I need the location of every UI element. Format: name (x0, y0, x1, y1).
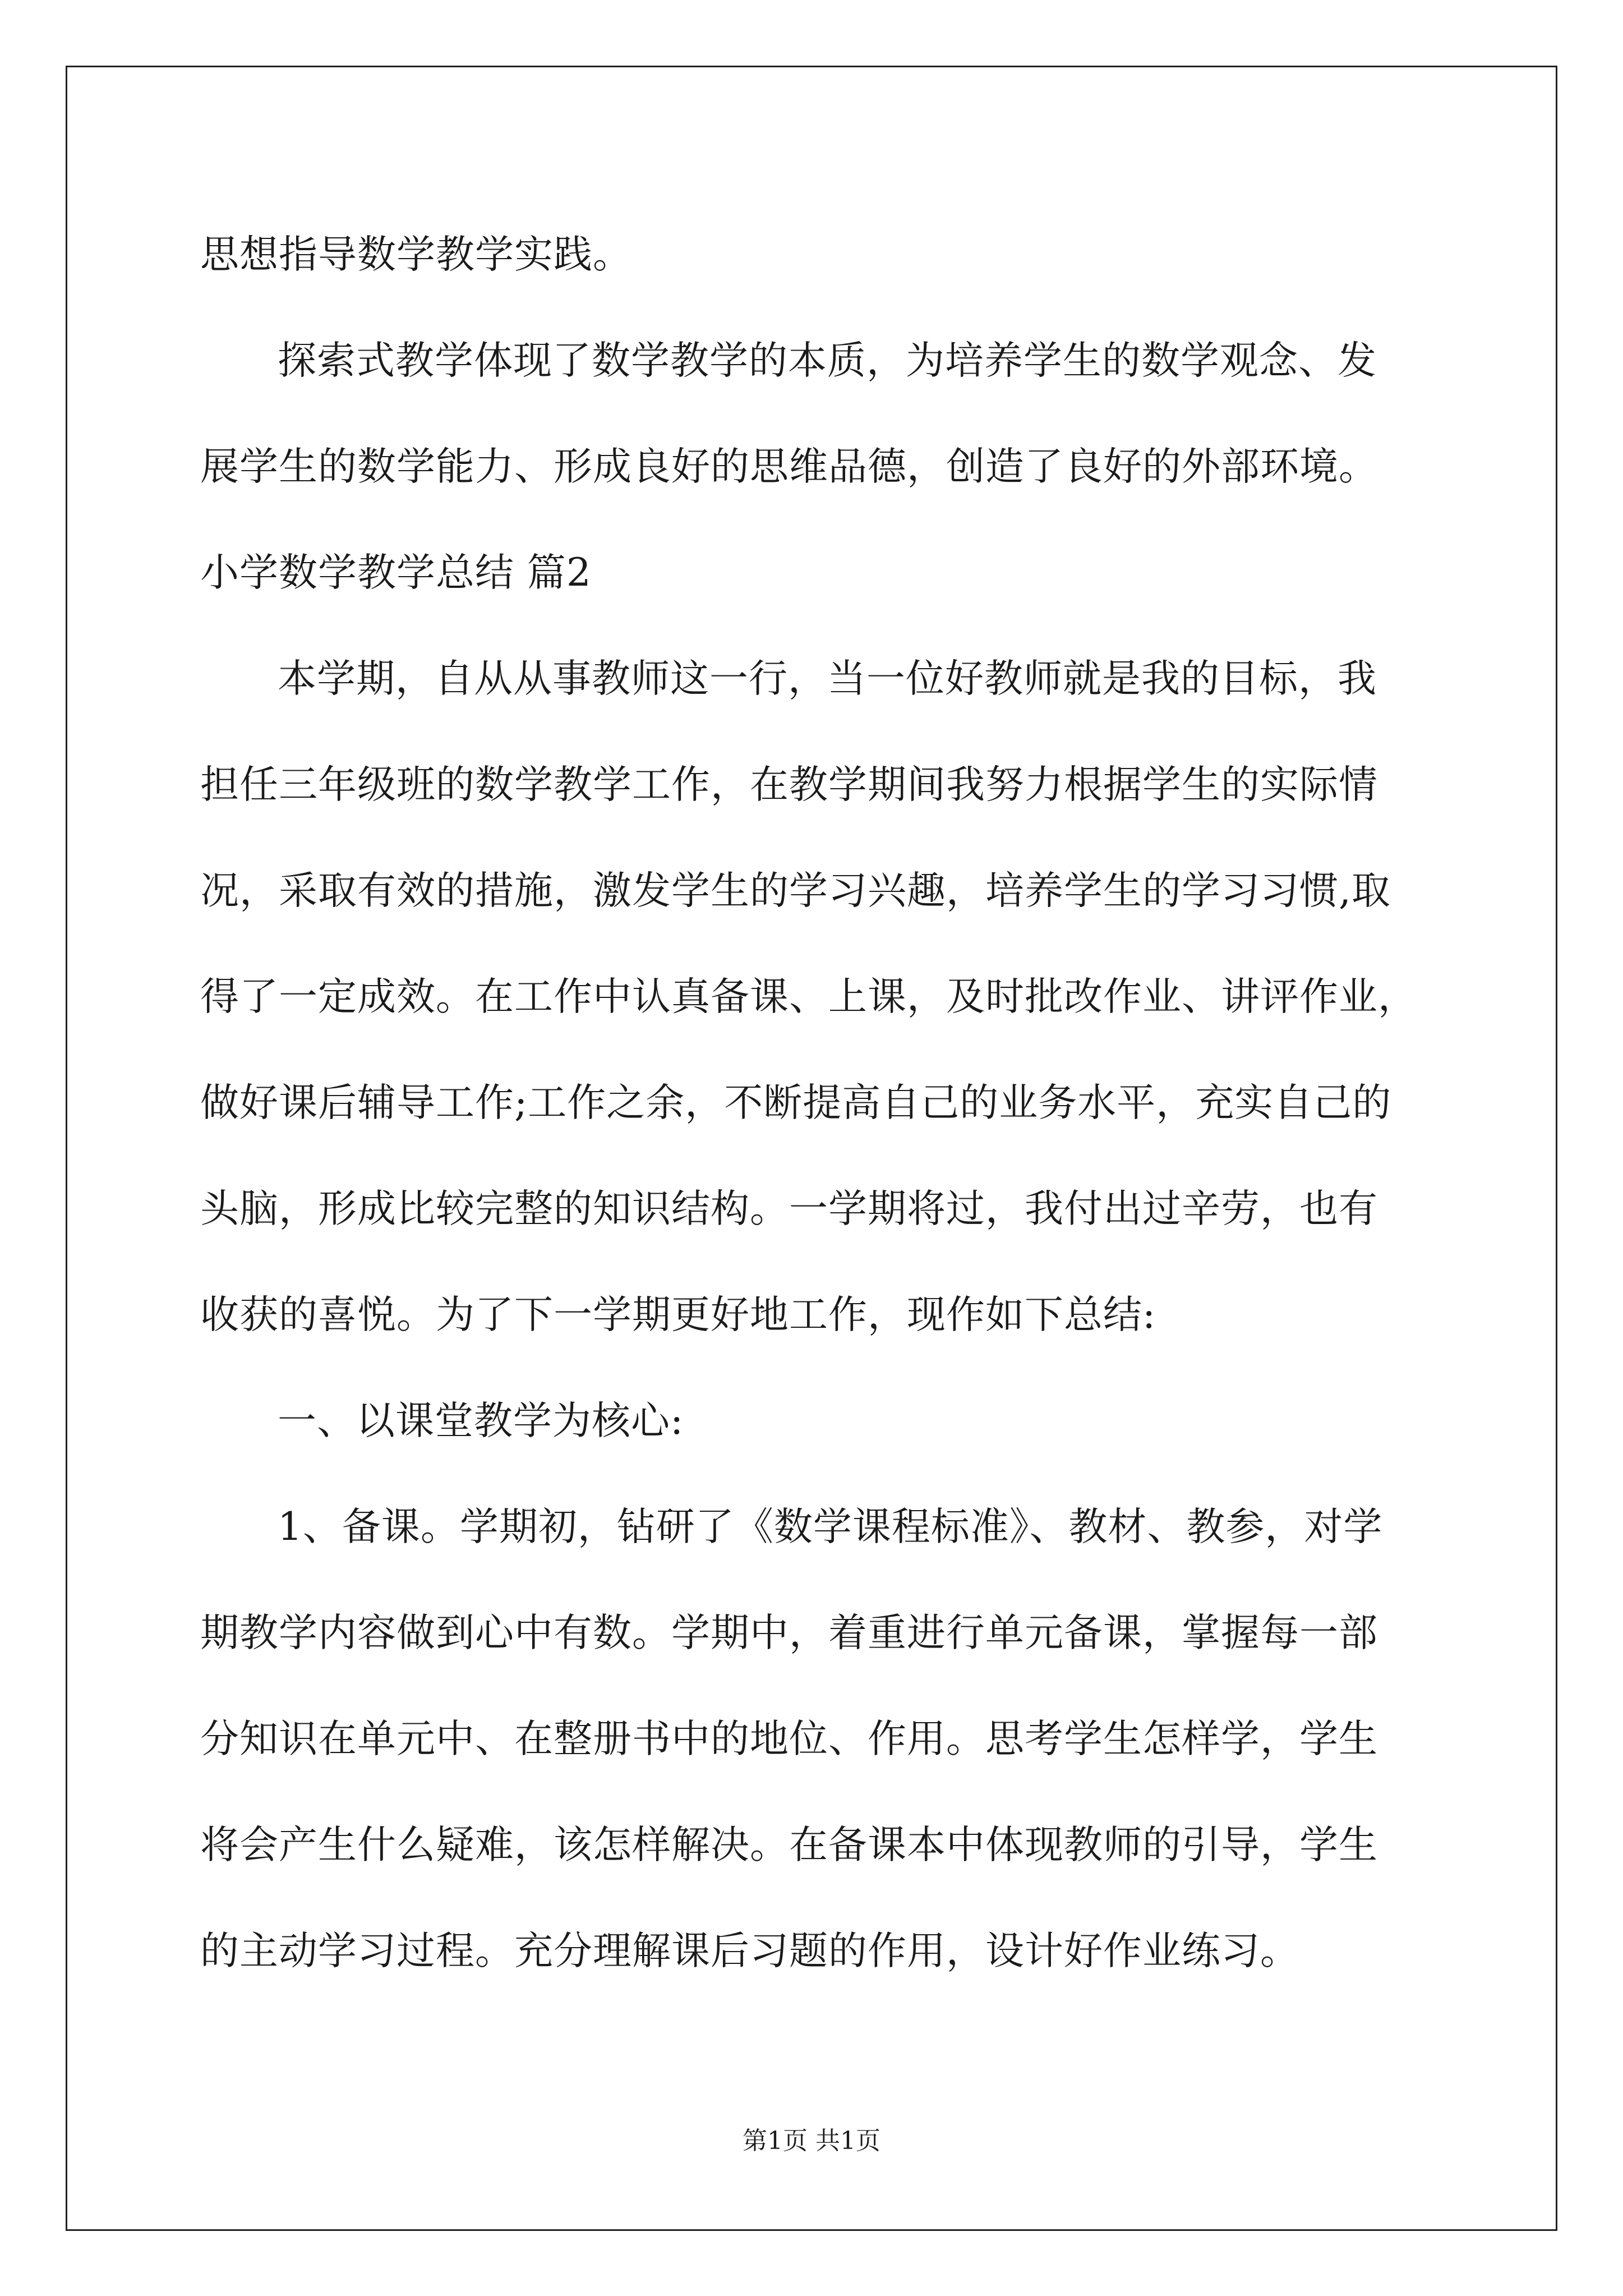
text-line-7: 况，采取有效的措施，激发学生的学习兴趣，培养学生的学习习惯,取 (200, 868, 1391, 913)
text-line-2: 探索式教学体现了数学教学的本质，为培养学生的数学观念、发 (278, 338, 1377, 383)
page-number-footer: 第1页 共1页 (743, 2127, 880, 2155)
text-line-8: 得了一定成效。在工作中认真备课、上课，及时批改作业、讲评作业， (200, 974, 1417, 1019)
subsection-heading: 一、以课堂教学为核心: (278, 1398, 684, 1443)
text-line-9: 做好课后辅导工作;工作之余，不断提高自己的业务水平，充实自己的 (200, 1080, 1392, 1125)
text-line-15: 分知识在单元中、在整册书中的地位、作用。思考学生怎样学，学生 (200, 1717, 1378, 1761)
text-line-14: 期教学内容做到心中有数。学期中，着重进行单元备课，掌握每一部 (200, 1611, 1378, 1655)
text-line-10: 头脑，形成比较完整的知识结构。一学期将过，我付出过辛劳，也有 (200, 1186, 1378, 1231)
text-line-1: 思想指导数学教学实践。 (200, 232, 632, 277)
document-body (200, 202, 1434, 2004)
text-line-11: 收获的喜悦。为了下一学期更好地工作，现作如下总结: (200, 1292, 1156, 1337)
text-line-13: 1、备课。学期初，钻研了《数学课程标准》、教材、教参，对学 (278, 1504, 1383, 1549)
section-heading: 小学数学教学总结 篇2 (200, 550, 592, 595)
text-line-5: 本学期，自从从事教师这一行，当一位好教师就是我的目标，我 (278, 656, 1377, 701)
text-line-17: 的主动学习过程。充分理解课后习题的作用，设计好作业练习。 (200, 1929, 1299, 1973)
text-line-3: 展学生的数学能力、形成良好的思维品德，创造了良好的外部环境。 (200, 444, 1378, 489)
text-line-16: 将会产生什么疑难，该怎样解决。在备课本中体现教师的引导，学生 (200, 1823, 1378, 1867)
text-line-6: 担任三年级班的数学教学工作，在教学期间我努力根据学生的实际情 (200, 762, 1378, 807)
